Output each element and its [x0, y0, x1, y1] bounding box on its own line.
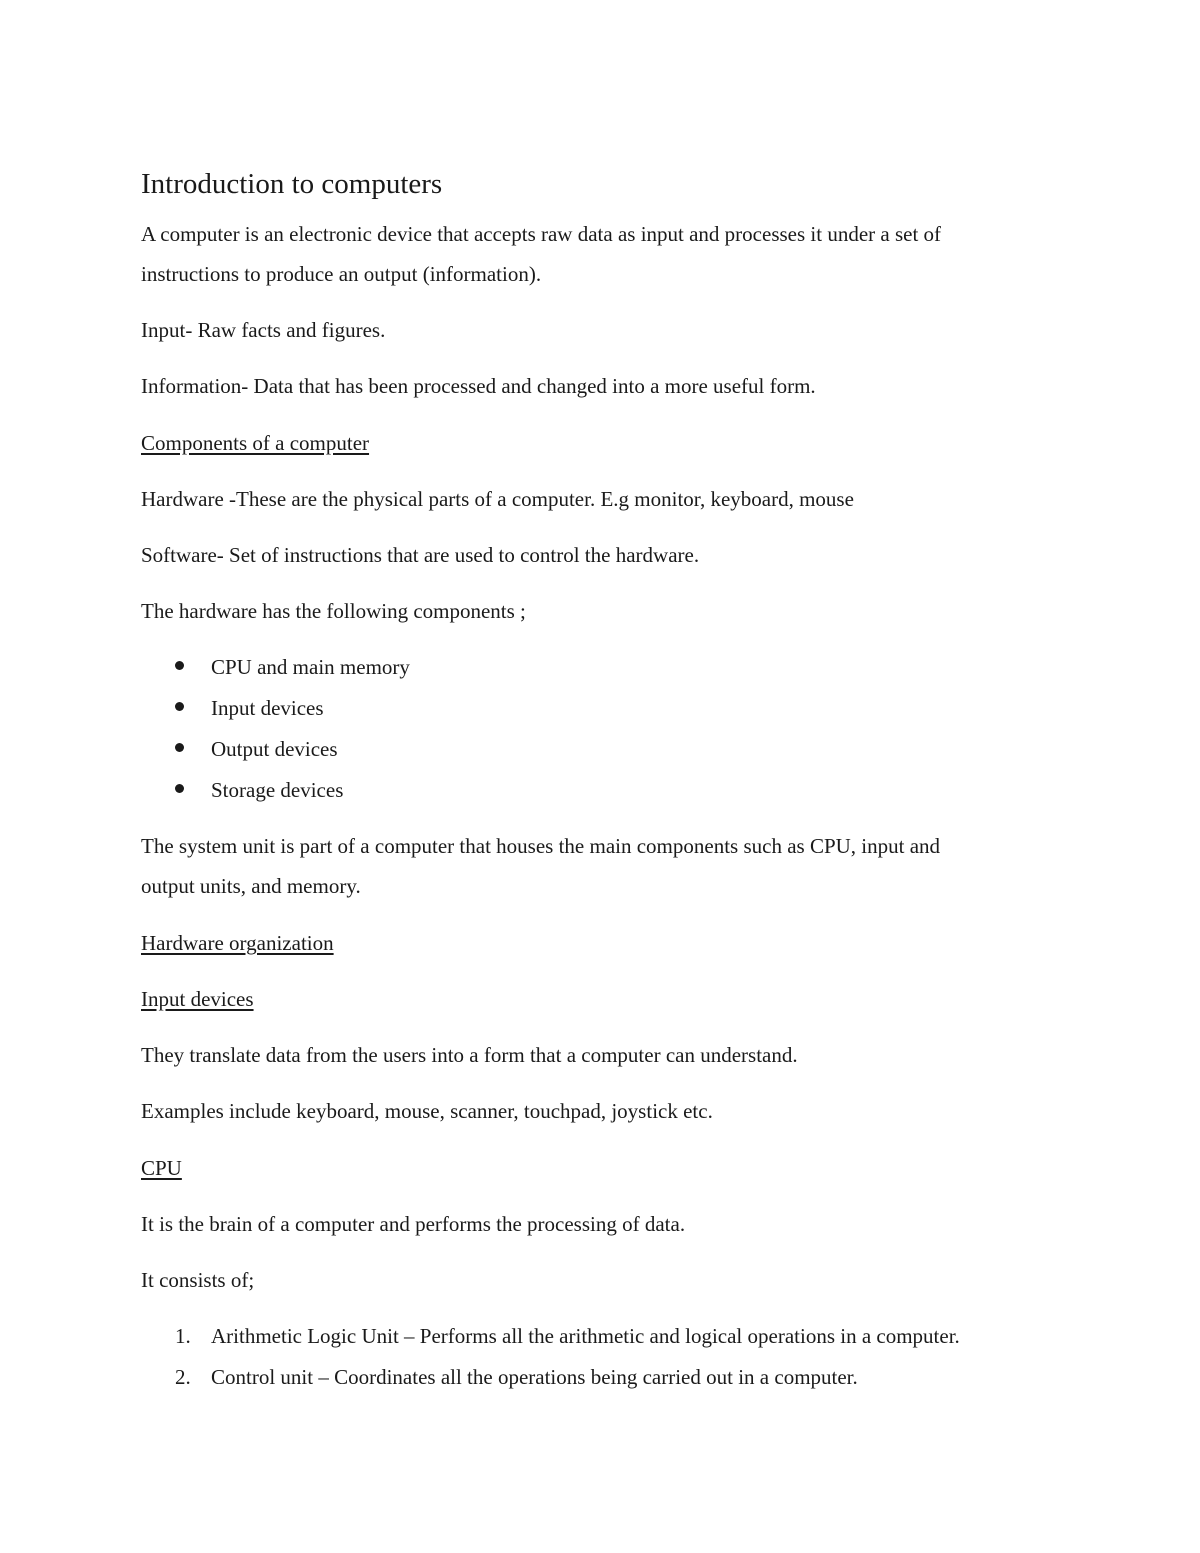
list-number: 1.: [175, 1324, 191, 1348]
bullet-marker: [175, 784, 184, 793]
list-item-alu: Arithmetic Logic Unit – Performs all the arithmetic and logical operations in a computer.: [211, 1324, 960, 1348]
list-item-input-devices: Input devices: [211, 696, 324, 720]
bullet-marker: [175, 702, 184, 711]
system-unit-line-1: The system unit is part of a computer that houses the main components such as CPU, input and: [141, 834, 941, 858]
list-item-storage-devices: Storage devices: [211, 778, 344, 802]
hardware-components-intro: The hardware has the following components ;: [141, 599, 526, 623]
input-devices-description: They translate data from the users into a form that a computer can understand.: [141, 1043, 798, 1067]
bullet-marker: [175, 661, 184, 670]
list-item-control-unit: Control unit – Coordinates all the operations being carried out in a computer.: [211, 1365, 858, 1389]
page-title: Introduction to computers: [141, 168, 443, 200]
list-number: 2.: [175, 1365, 191, 1389]
components-heading: Components of a computer: [141, 431, 370, 455]
input-definition: Input- Raw facts and figures.: [141, 318, 386, 342]
intro-paragraph-line-1: A computer is an electronic device that accepts raw data as input and processes it under a set of: [141, 222, 942, 246]
information-definition: Information- Data that has been processed and changed into a more useful form.: [141, 374, 816, 398]
intro-paragraph-line-2: instructions to produce an output (information).: [141, 262, 542, 286]
cpu-consists-of: It consists of;: [141, 1268, 255, 1292]
system-unit-line-2: output units, and memory.: [141, 874, 361, 898]
input-devices-examples: Examples include keyboard, mouse, scanner, touchpad, joystick etc.: [141, 1099, 713, 1123]
list-item-cpu-memory: CPU and main memory: [211, 655, 410, 679]
cpu-description: It is the brain of a computer and performs the processing of data.: [141, 1212, 686, 1236]
bullet-marker: [175, 743, 184, 752]
software-definition: Software- Set of instructions that are used to control the hardware.: [141, 543, 700, 567]
hardware-organization-heading: Hardware organization: [141, 931, 334, 955]
cpu-heading: CPU: [141, 1156, 182, 1180]
input-devices-heading: Input devices: [141, 987, 254, 1011]
hardware-definition: Hardware -These are the physical parts of a computer. E.g monitor, keyboard, mouse: [141, 487, 854, 511]
list-item-output-devices: Output devices: [211, 737, 338, 761]
